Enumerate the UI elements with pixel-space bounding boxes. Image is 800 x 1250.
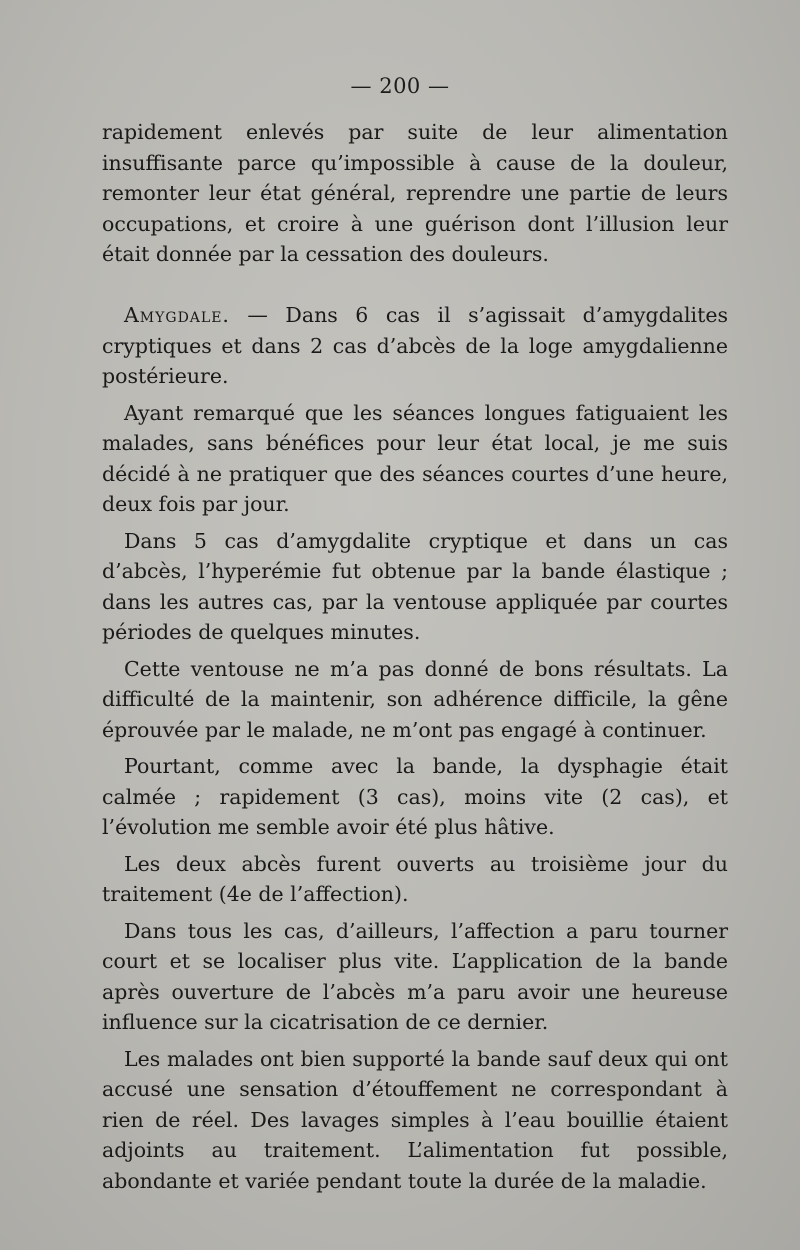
body-paragraph: Pourtant, comme avec la bande, la dysphagie était calmée ; rapidement (3 cas), moins vite (2 cas), et l’évolution me semble avoir été plus hâtive. bbox=[102, 754, 728, 839]
body-paragraph: Dans tous les cas, d’ailleurs, l’affection a paru tourner court et se localiser plus vite. L’application de la bande après ouverture de l’abcès m’a paru avoir une heureuse influence sur la cicatrisation de ce dernier. bbox=[102, 918, 728, 1034]
section-intro-paragraph bbox=[102, 300, 728, 392]
continuation-paragraph: rapidement enlevés par suite de leur alimentation insuffisante parce qu’impossible à cause de la douleur, remonter leur état général, reprendre une partie de leurs occupations, et croire à une guérison dont l’illusion leur était donnée par la cessation des douleurs. bbox=[102, 120, 728, 266]
body-paragraph: Les malades ont bien supporté la bande sauf deux qui ont accusé une sensation d’étouffement ne correspondant à rien de réel. Des lavages simples à l’eau bouillie étaient adjoints au traitement. L’alimentation fut possible, abondante et variée pendant toute la durée de la maladie. bbox=[102, 1046, 728, 1193]
section-heading: Amygdale. bbox=[124, 303, 230, 327]
amygdale-section bbox=[102, 300, 728, 1196]
continuation-block bbox=[102, 117, 728, 270]
body-paragraph: Ayant remarqué que les séances longues fatiguaient les malades, sans bénéfices pour leur état local, je me suis décidé à ne pratiquer que des séances courtes d’une heure, deux fois par jour. bbox=[102, 400, 728, 516]
section-intro-text: — Dans 6 cas il s’agissait d’amygdalites cryptiques et dans 2 cas d’abcès de la loge amygdalienne postérieure. bbox=[102, 303, 728, 388]
page-number: — 200 — bbox=[350, 74, 450, 98]
body-paragraph: Les deux abcès furent ouverts au troisième jour du traitement (4e de l’affection). bbox=[102, 851, 728, 906]
body-paragraph: Cette ventouse ne m’a pas donné de bons résultats. La difficulté de la maintenir, son adhérence difficile, la gêne éprouvée par le malade, ne m’ont pas engagé à continuer. bbox=[102, 656, 728, 742]
body-paragraph: Dans 5 cas d’amygdalite cryptique et dans un cas d’abcès, l’hyperémie fut obtenue par la bande élastique ; dans les autres cas, par la ventouse appliquée par courtes périodes de quelques minutes. bbox=[102, 528, 728, 644]
